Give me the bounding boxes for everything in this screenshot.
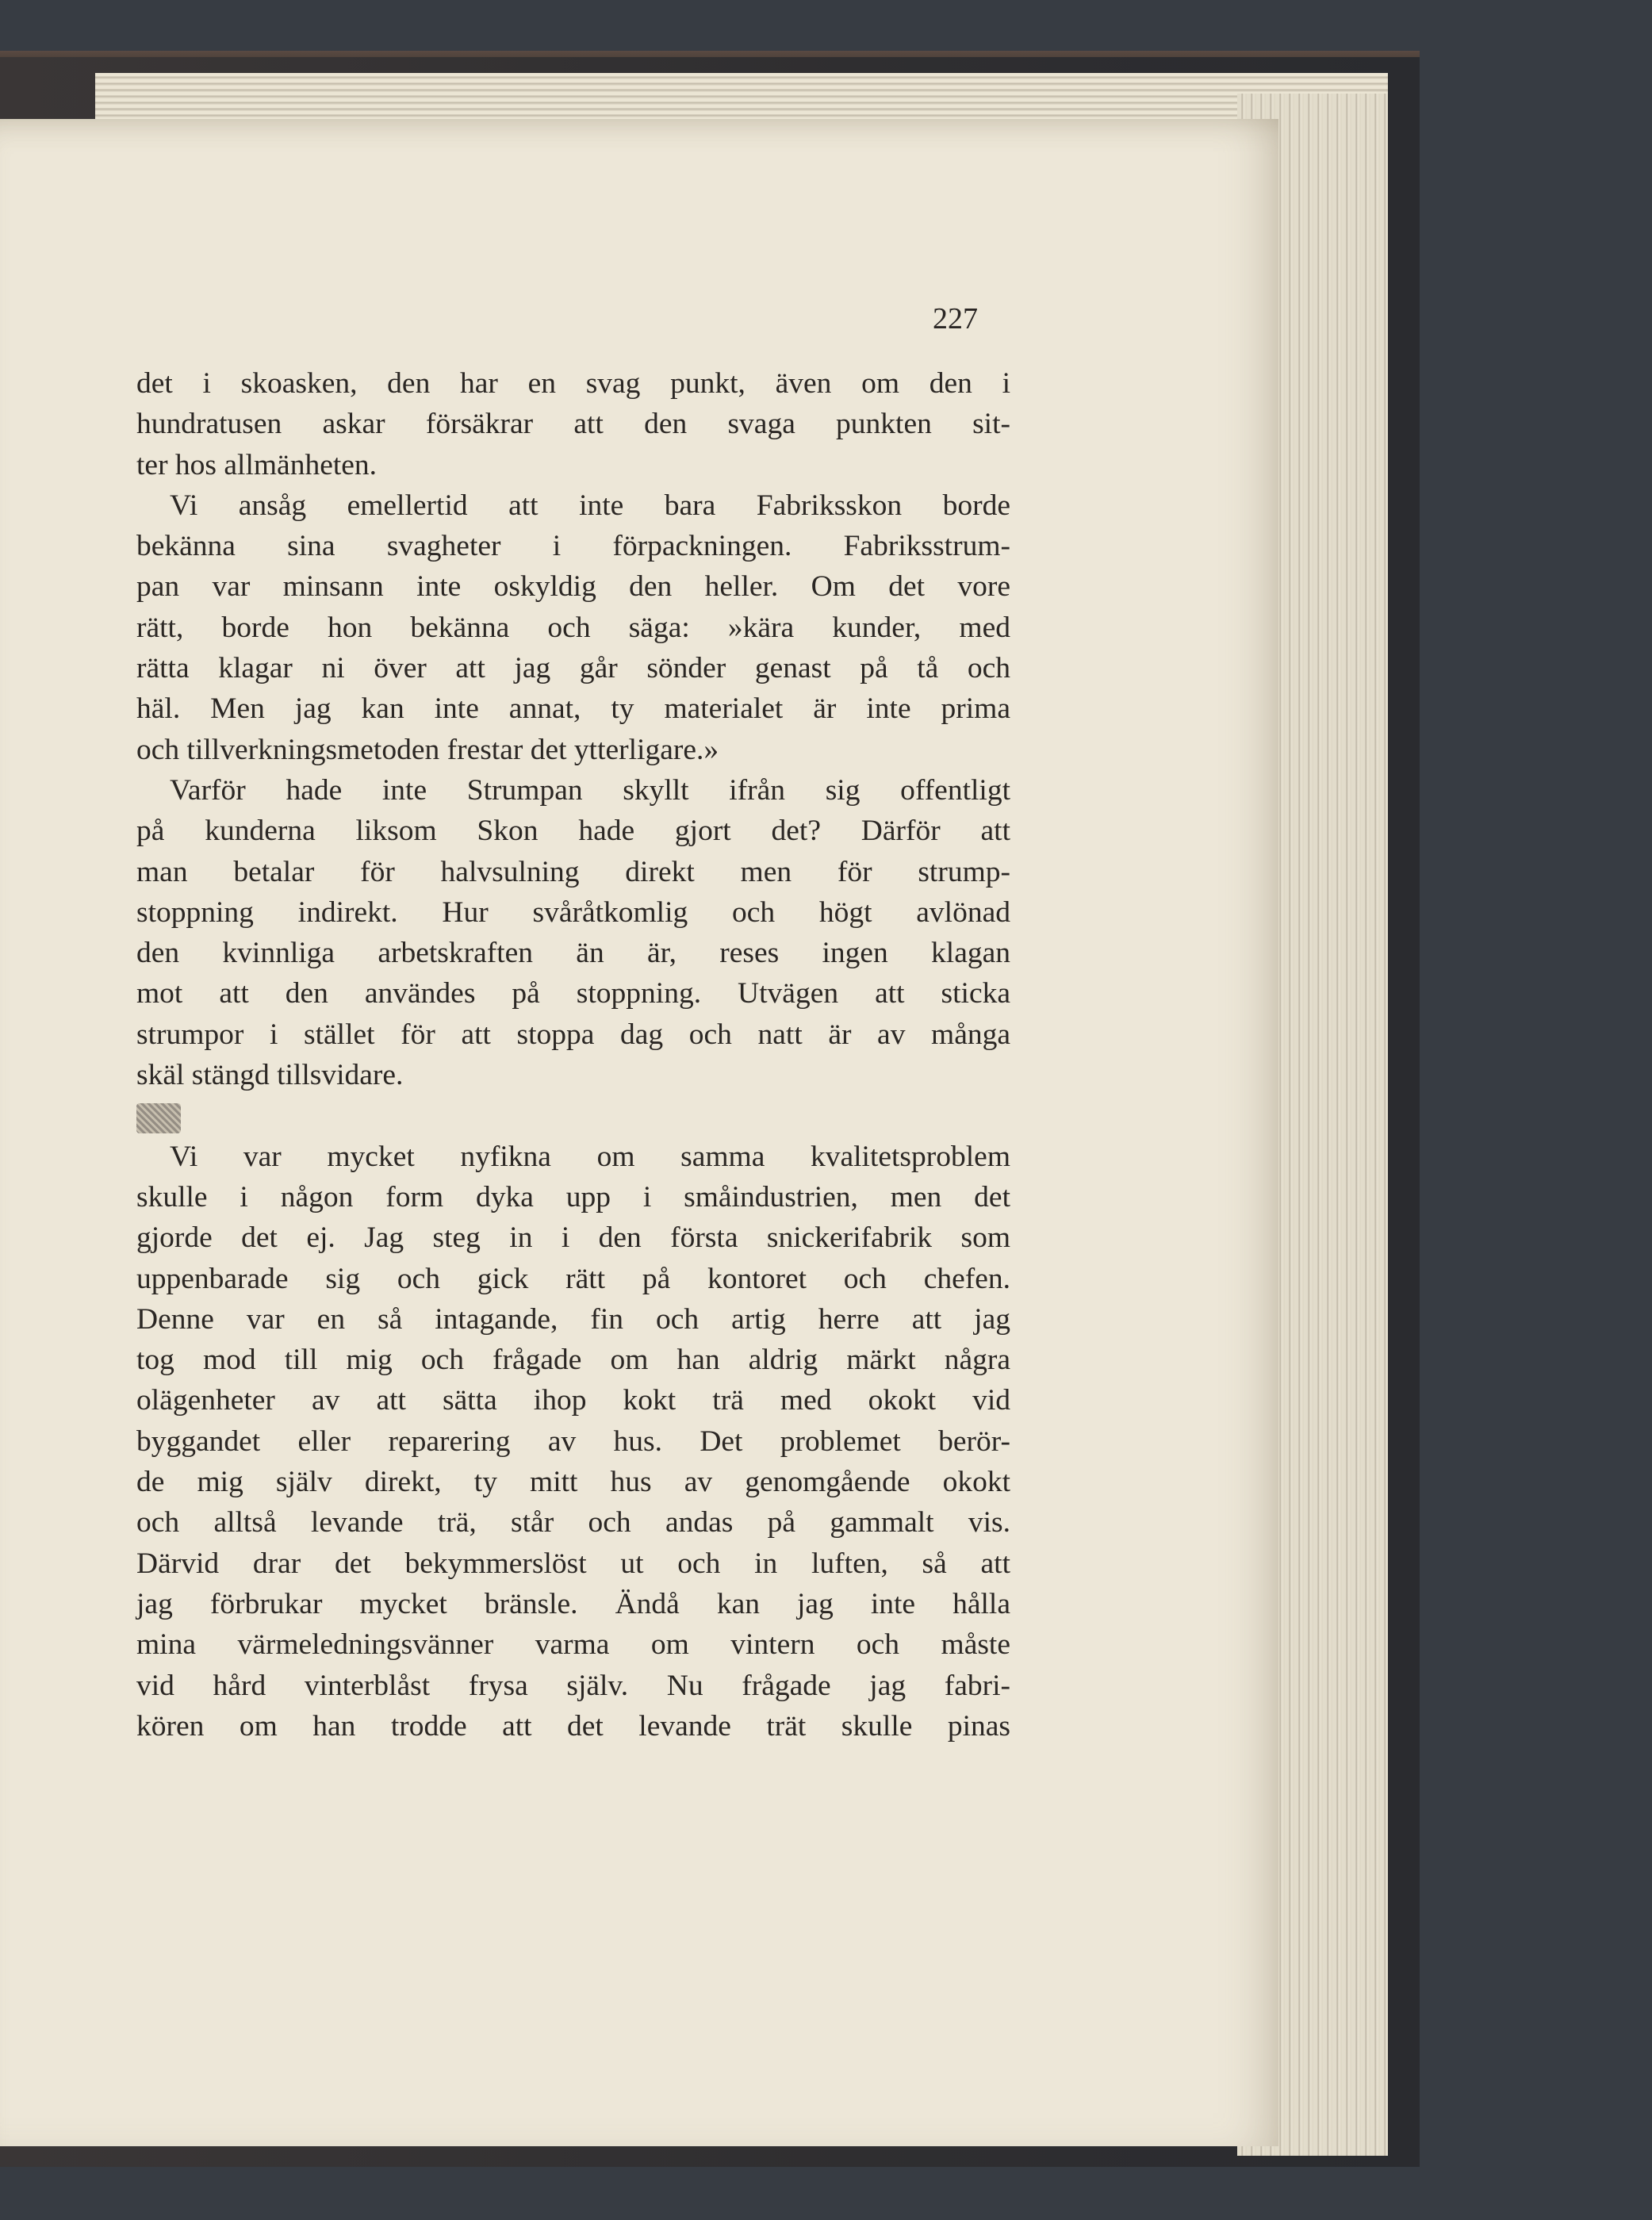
text-line: skulle i någon form dyka upp i småindustrien, men det xyxy=(136,1180,1010,1214)
text-line: skäl stängd tillsvidare. xyxy=(136,1059,404,1092)
text-line: olägenheter av att sätta ihop kokt trä med okokt vid xyxy=(136,1384,1010,1417)
text-line: stoppning indirekt. Hur svåråtkomlig och högt avlönad xyxy=(136,895,1010,929)
text-line: det i skoasken, den har en svag punkt, även om den i xyxy=(136,367,1010,400)
section-gap xyxy=(136,1095,1010,1136)
text-line: mot att den användes på stoppning. Utvägen att sticka xyxy=(136,977,1010,1010)
text-line: jag förbrukar mycket bränsle. Ändå kan jag inte hålla xyxy=(136,1587,1010,1620)
text-line: tog mod till mig och frågade om han aldrig märkt några xyxy=(136,1344,1010,1377)
text-line: rätta klagar ni över att jag går sönder genast på tå och xyxy=(136,652,1010,685)
text-line: och tillverkningsmetoden frestar det ytterligare.» xyxy=(136,733,719,766)
text-line: rätt, borde hon bekänna och säga: »kära kunder, med xyxy=(136,611,1010,644)
text-line: bekänna sina svagheter i förpackningen. Fabriksstrum- xyxy=(136,530,1010,563)
text-line: den kvinnliga arbetskraften än är, reses ingen klagan xyxy=(136,937,1010,970)
text-line: gjorde det ej. Jag steg in i den första snickerifabrik som xyxy=(136,1221,1010,1255)
text-line: kören om han trodde att det levande trät skulle pinas xyxy=(136,1709,1010,1743)
paragraph-first-line: Vi var mycket nyfikna om samma kvalitetsproblem xyxy=(170,1140,1010,1173)
page-body-text xyxy=(136,363,1010,1746)
text-line: uppenbarade sig och gick rätt på kontoret och chefen. xyxy=(136,1262,1010,1295)
text-line: de mig själv direkt, ty mitt hus av genomgående okokt xyxy=(136,1466,1010,1499)
text-line: ter hos allmänheten. xyxy=(136,448,378,481)
text-line: Därvid drar det bekymmerslöst ut och in luften, så att xyxy=(136,1547,1010,1580)
text-line: Denne var en så intagande, fin och artig herre att jag xyxy=(136,1302,1010,1336)
text-line: byggandet eller reparering av hus. Det problemet berör- xyxy=(136,1424,1010,1458)
text-line: mina värmeledningsvänner varma om vintern och måste xyxy=(136,1628,1010,1662)
text-line: man betalar för halvsulning direkt men för strump- xyxy=(136,855,1010,888)
text-line: och alltså levande trä, står och andas på gammalt vis. xyxy=(136,1506,1010,1539)
page-number: 227 xyxy=(933,302,978,335)
text-line: hundratusen askar försäkrar att den svaga punkten sit- xyxy=(136,408,1010,441)
text-line: häl. Men jag kan inte annat, ty materialet är inte prima xyxy=(136,692,1010,726)
text-line: på kunderna liksom Skon hade gjort det? Därför att xyxy=(136,815,1010,848)
paragraph-first-line: Varför hade inte Strumpan skyllt ifrån sig offentligt xyxy=(170,773,1010,807)
printing-smudge xyxy=(136,1103,181,1133)
paragraph-first-line: Vi ansåg emellertid att inte bara Fabriksskon borde xyxy=(170,489,1010,522)
text-line: strumpor i stället för att stoppa dag och natt är av många xyxy=(136,1018,1010,1051)
text-line: vid hård vinterblåst frysa själv. Nu frågade jag fabri- xyxy=(136,1669,1010,1702)
text-line: pan var minsann inte oskyldig den heller. Om det vore xyxy=(136,570,1010,604)
